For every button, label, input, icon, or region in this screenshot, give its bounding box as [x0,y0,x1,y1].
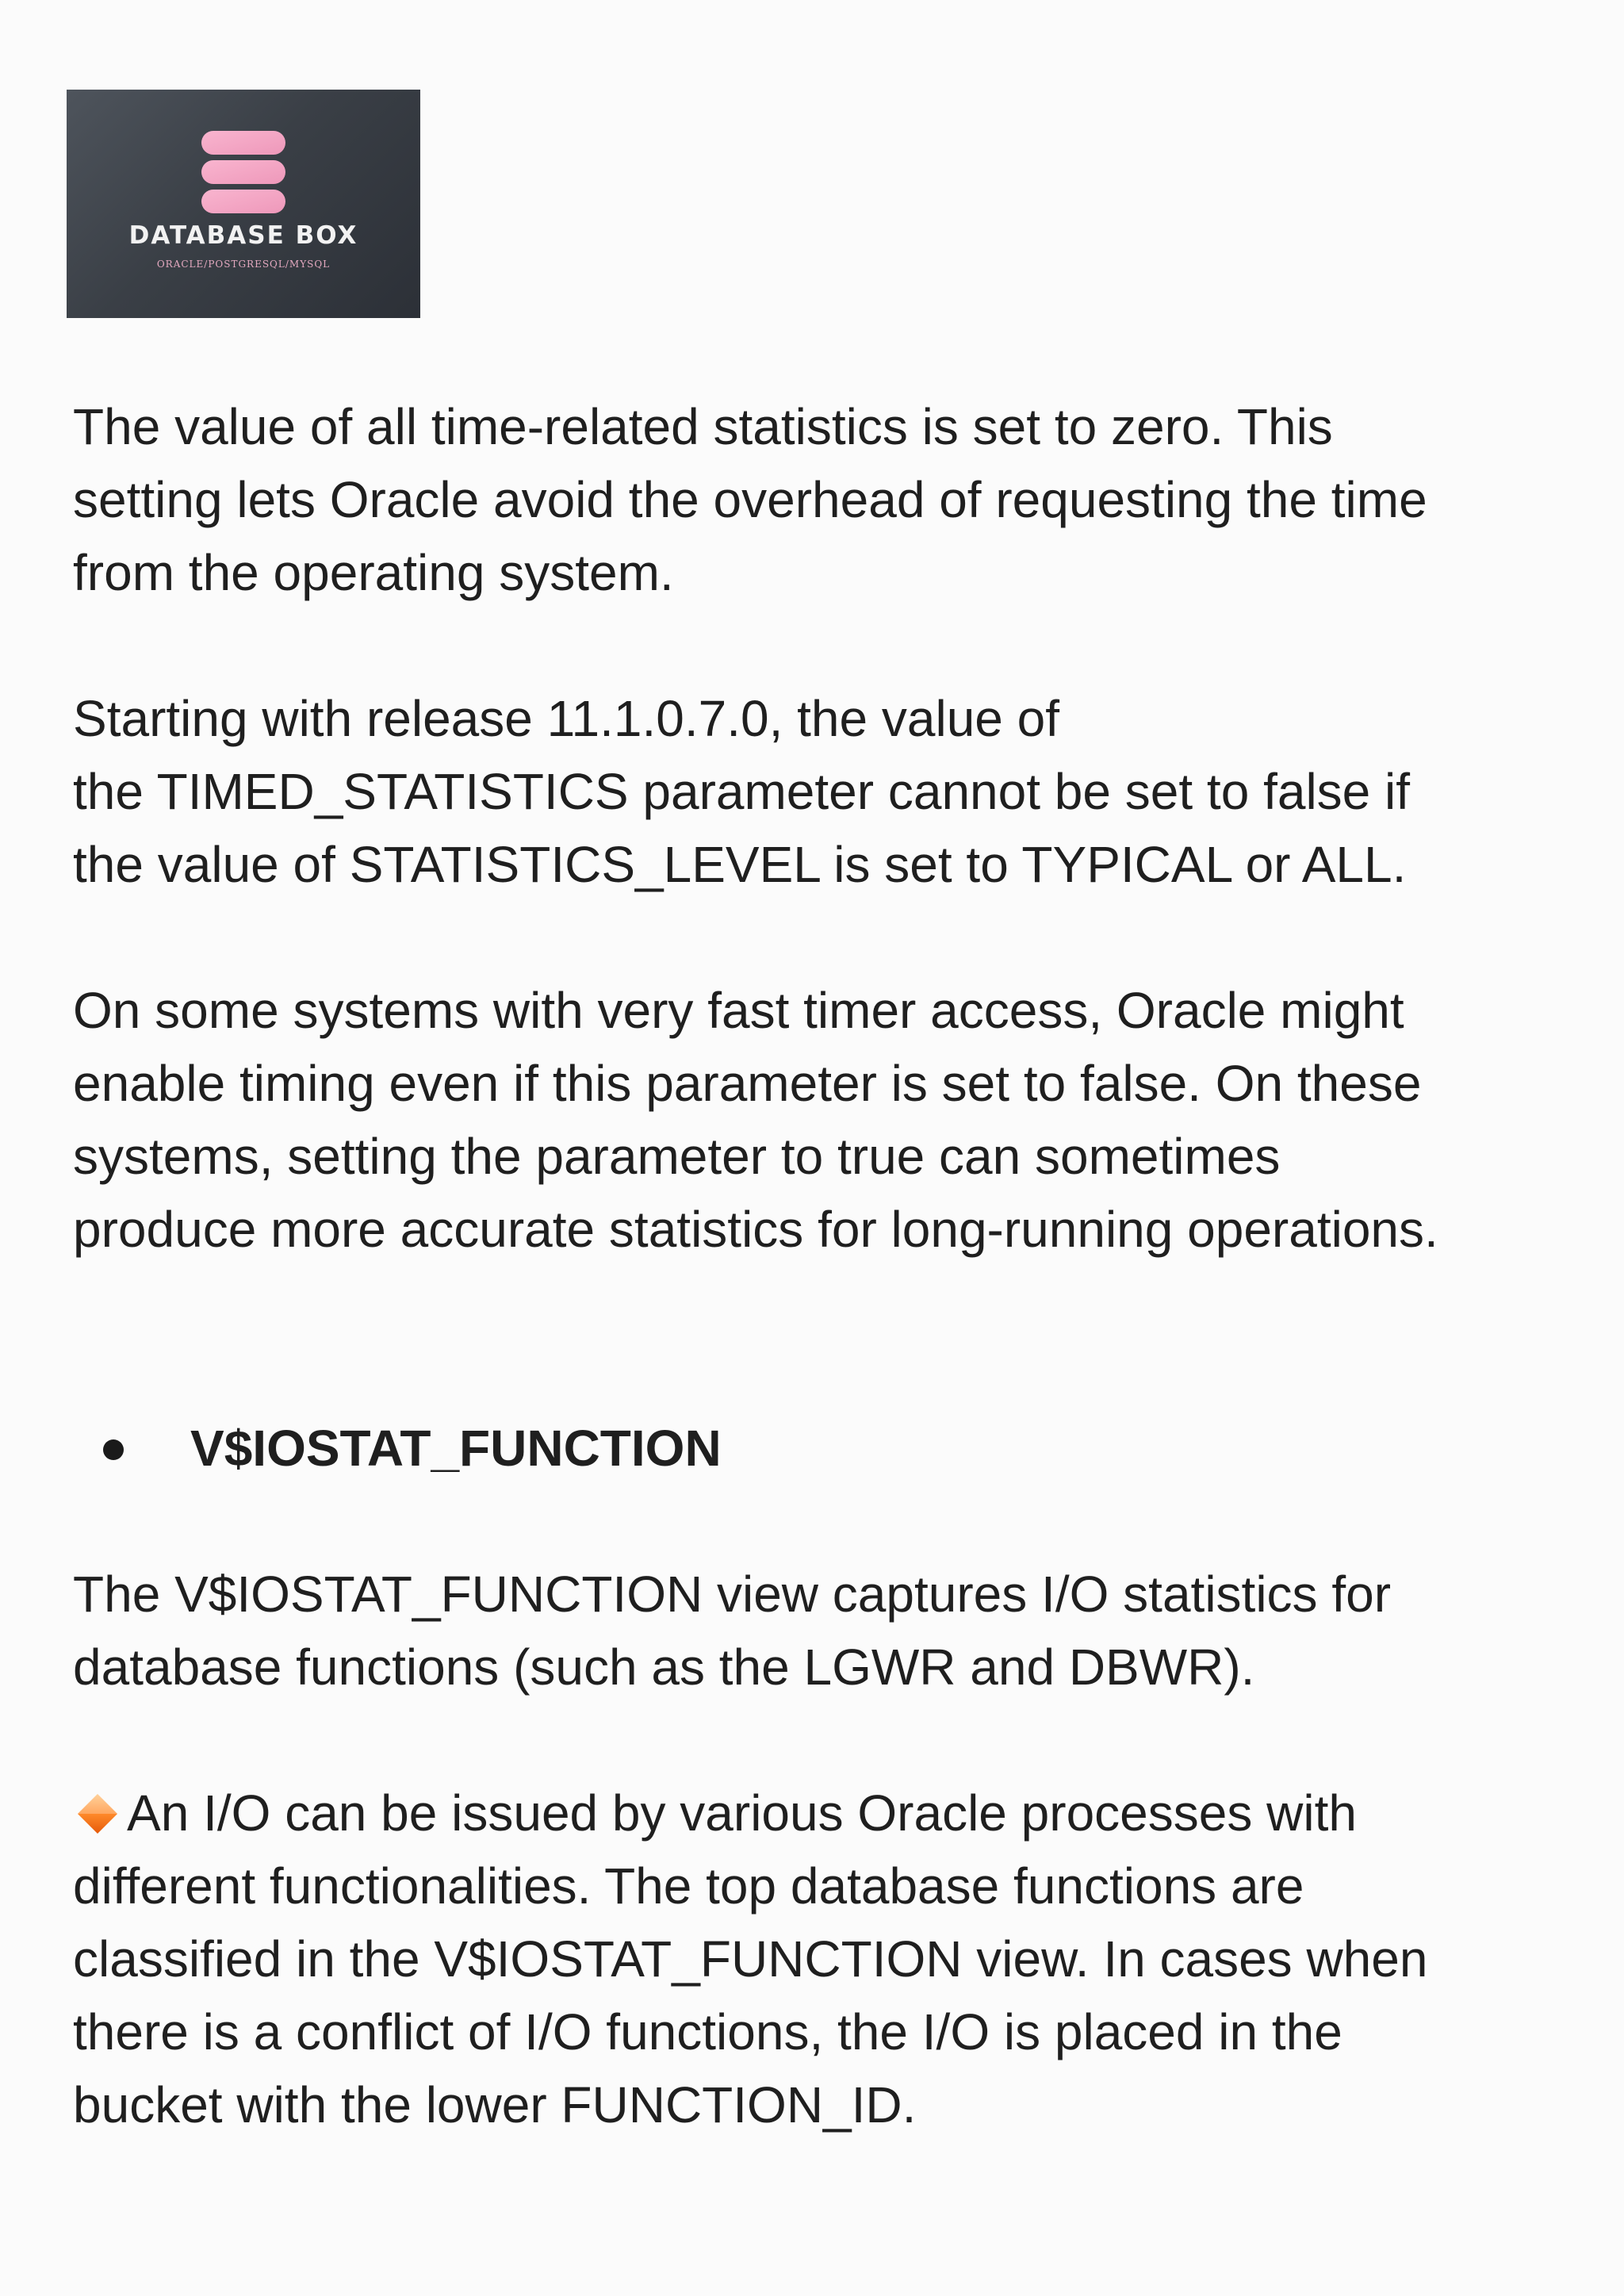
paragraph-release-note [73,682,1564,901]
logo-subtitle: ORACLE/POSTGRESQL/MYSQL [156,259,331,270]
database-icon [198,128,289,217]
text-line: classified in the V$IOSTAT_FUNCTION view. In cases when [73,1930,1428,1987]
text-line-content: An I/O can be issued by various Oracle processes with [127,1784,1357,1842]
bullet-label: V$IOSTAT_FUNCTION [190,1420,722,1477]
text-line: database functions (such as the LGWR and DBWR). [73,1639,1255,1696]
text-line: On some systems with very fast timer access, Oracle might [73,982,1404,1039]
paragraph-iostat-view [73,1558,1564,1704]
text-line: setting lets Oracle avoid the overhead of requesting the time [73,471,1427,528]
text-line: the TIMED_STATISTICS parameter cannot be set to false if [73,763,1411,820]
text-line: The value of all time-related statistics is set to zero. This [73,398,1333,455]
text-line: enable timing even if this parameter is set to false. On these [73,1055,1422,1112]
text-line: from the operating system. [73,544,674,601]
logo-title: DATABASE BOX [128,221,358,250]
bullet-icon [103,1439,124,1460]
text-line: systems, setting the parameter to true can sometimes [73,1128,1281,1185]
bullet-heading-iostat-function [73,1412,1564,1485]
text-line: there is a conflict of I/O functions, the I/O is placed in the [73,2003,1342,2060]
paragraph-timed-statistics-false [73,390,1564,609]
text-line: The V$IOSTAT_FUNCTION view captures I/O statistics for [73,1566,1391,1623]
text-line: different functionalities. The top database functions are [73,1857,1304,1915]
database-box-logo [67,90,420,318]
text-line: bucket with the lower FUNCTION_ID. [73,2076,917,2133]
text-line [73,1777,1564,1849]
text-line: produce more accurate statistics for long-running operations. [73,1201,1438,1258]
orange-diamond-icon [76,1792,119,1835]
paragraph-fast-timer [73,974,1564,1266]
text-line: Starting with release 11.1.0.7.0, the value of [73,690,1060,747]
text-line: the value of STATISTICS_LEVEL is set to TYPICAL or ALL. [73,836,1407,893]
paragraph-io-functions [73,1777,1564,2141]
article-body [73,390,1564,2141]
